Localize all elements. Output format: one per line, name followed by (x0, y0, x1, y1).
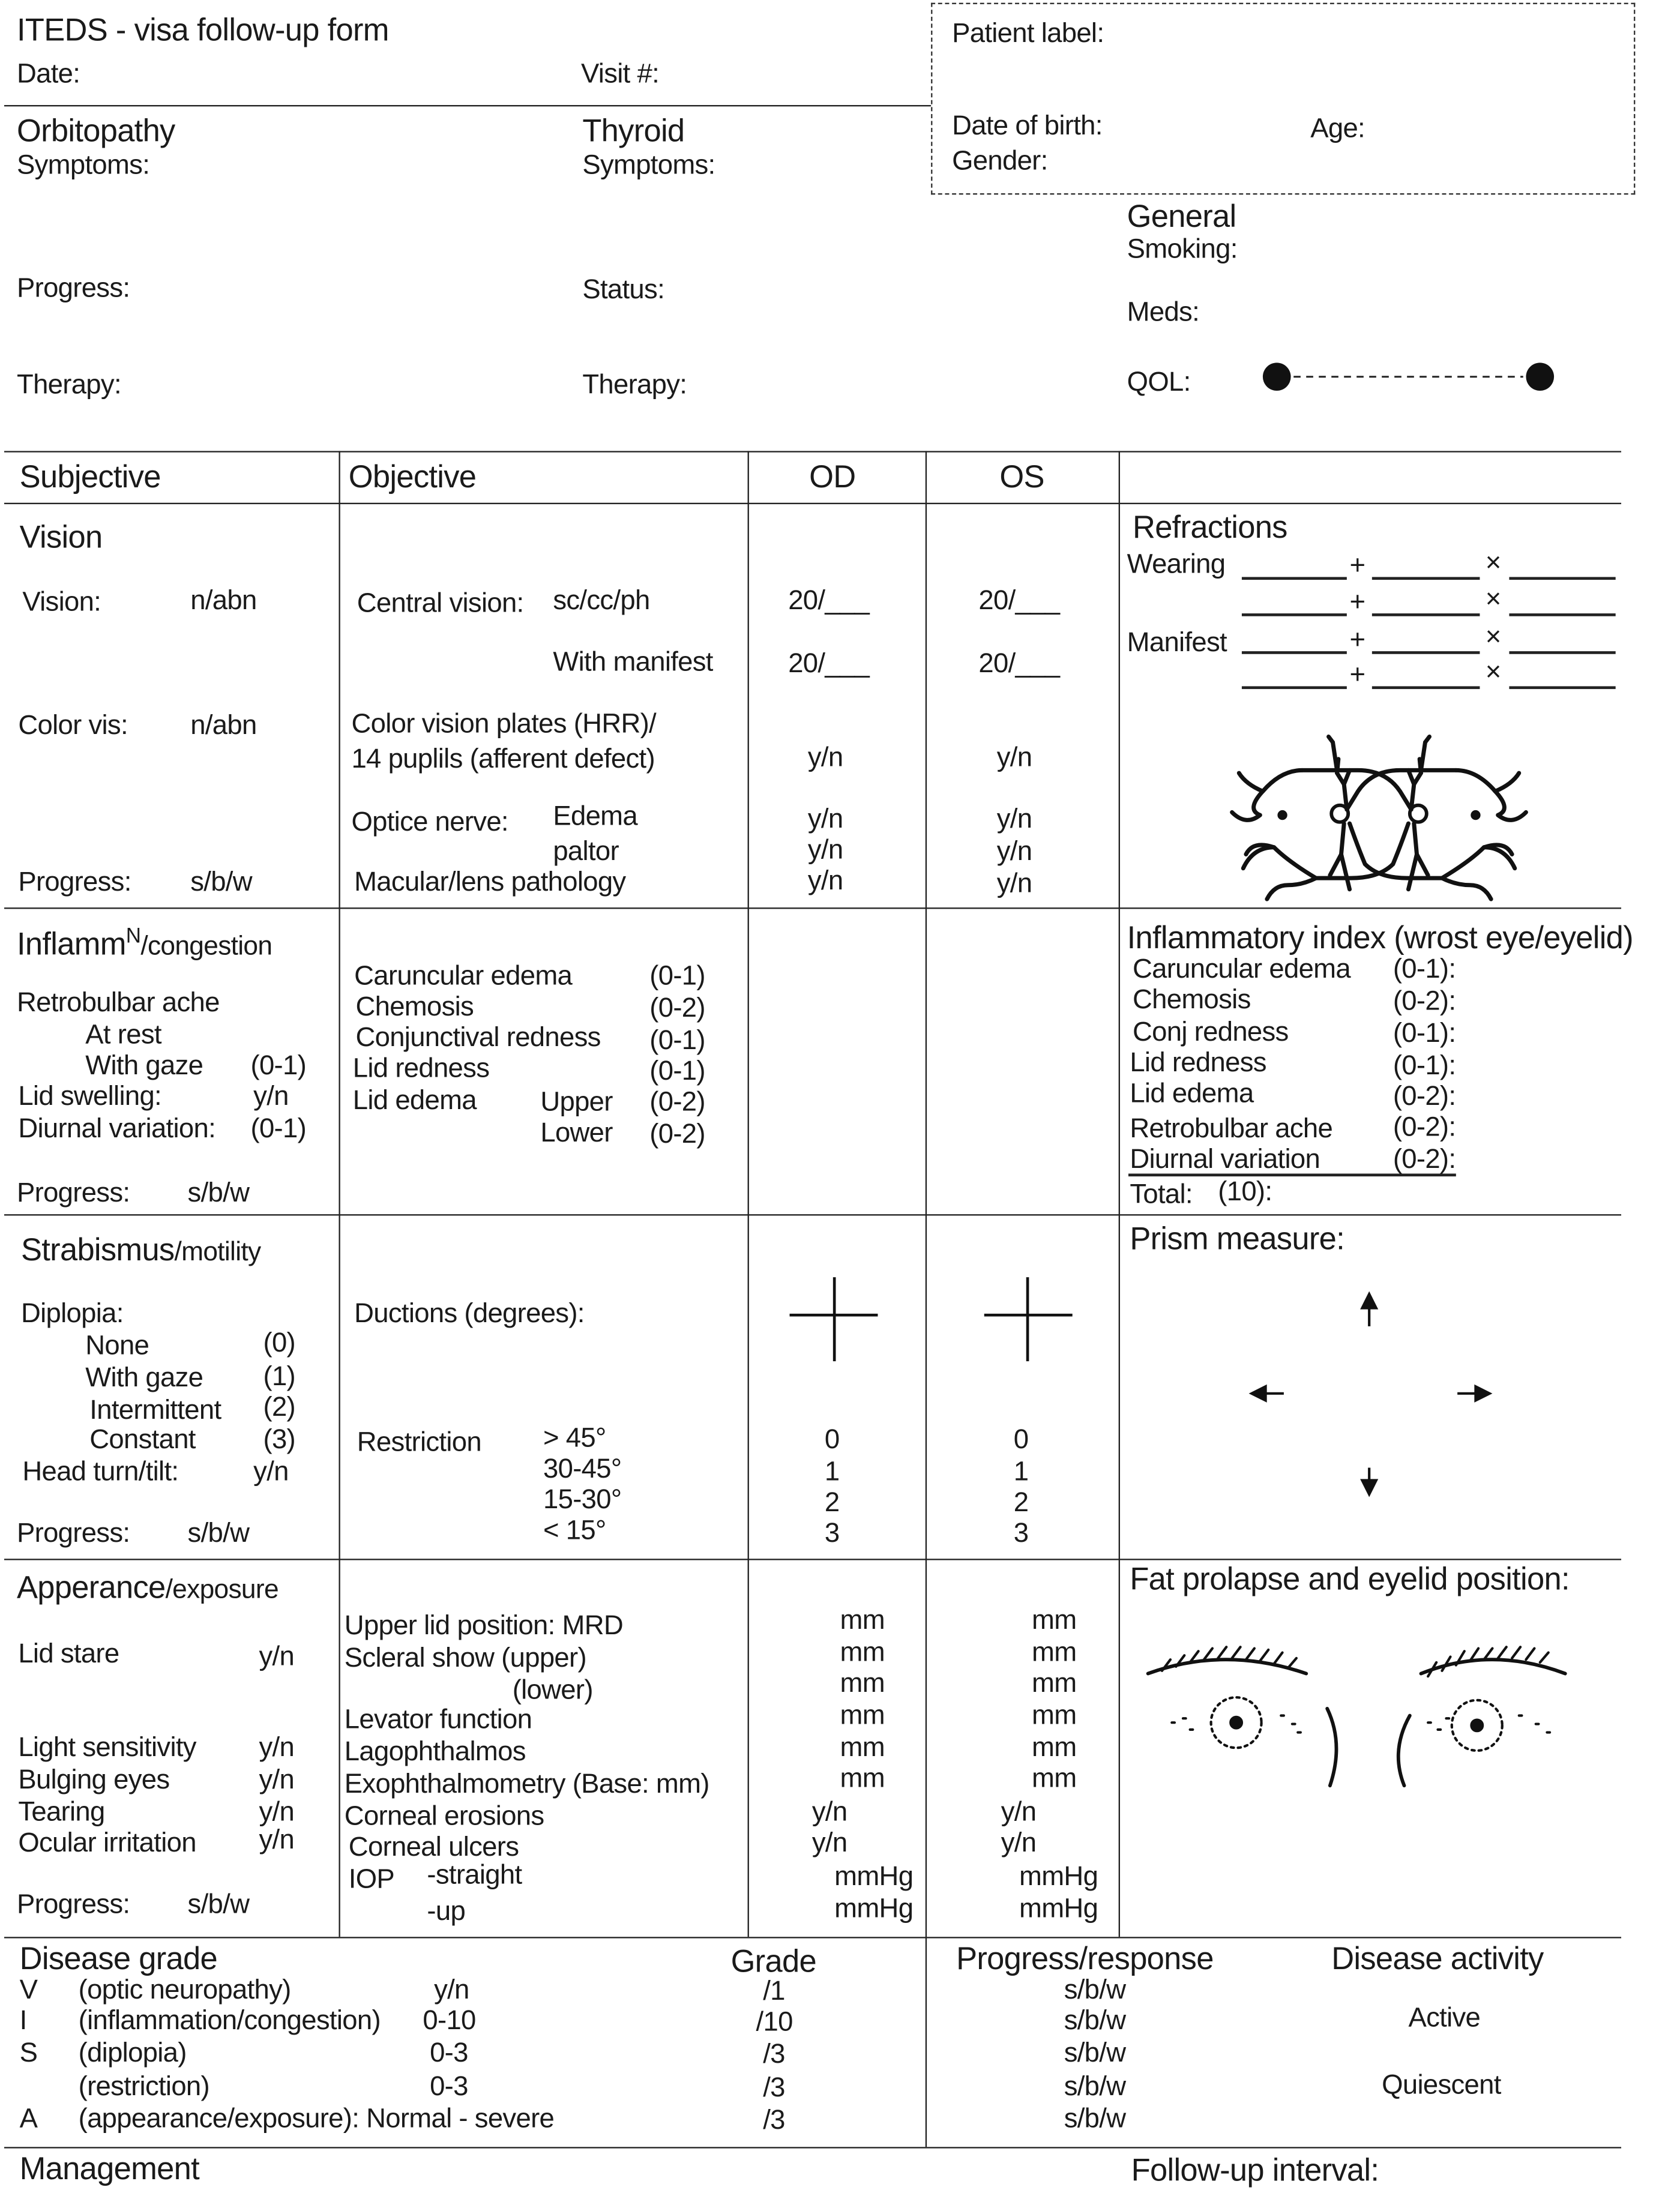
os-grade: 2 (1013, 1487, 1029, 1518)
od-yn: y/n (811, 1796, 848, 1828)
tearing-option: y/n (259, 1796, 295, 1828)
objective-scale: (0-1) (649, 1025, 705, 1056)
grade-range: 0-3 (430, 2071, 468, 2102)
quiescent-label: Quiescent (1382, 2069, 1501, 2101)
refraction-blank (1509, 651, 1615, 654)
grade-letter: A (19, 2103, 38, 2135)
subjective-header: Subjective (19, 459, 161, 495)
refractions-heading: Refractions (1132, 510, 1287, 545)
refraction-blank (1372, 577, 1480, 580)
refraction-blank (1242, 651, 1347, 654)
prism-heading: Prism measure: (1130, 1221, 1345, 1257)
od-mmhg: mmHg (834, 1893, 914, 1925)
divider (4, 1559, 1621, 1560)
os-mm: mm (1032, 1605, 1077, 1636)
at-rest-label: At rest (85, 1019, 161, 1051)
os-mm: mm (1032, 1763, 1077, 1794)
fat-prolapse-heading: Fat prolapse and eyelid position: (1130, 1561, 1570, 1597)
lid-swelling-option: y/n (253, 1081, 289, 1112)
bulging-eyes-option: y/n (259, 1764, 295, 1796)
objective-sign: Lid edema (352, 1085, 477, 1116)
os-header: OS (999, 459, 1044, 495)
plus-sign: + (1349, 624, 1365, 656)
central-vision-label: Central vision: (357, 588, 524, 619)
od-yn: y/n (807, 834, 843, 866)
arrow-up-icon (1362, 1294, 1376, 1326)
with-gaze-label: With gaze (85, 1050, 203, 1081)
grade-max: /3 (763, 2105, 785, 2136)
total-scale: (10): (1218, 1176, 1272, 1208)
color-vis-label: Color vis: (18, 710, 128, 741)
objective-sign: Conjunctival redness (355, 1022, 601, 1053)
grade-description: (appearance/exposure): Normal - severe (78, 2103, 555, 2135)
smoking-label: Smoking: (1127, 233, 1238, 265)
ocular-irritation-option: y/n (259, 1824, 295, 1856)
appearance-progress-label: Progress: (16, 1889, 130, 1921)
grade-max: /3 (763, 2072, 785, 2104)
vision-progress-label: Progress: (18, 867, 131, 898)
axis-sign: × (1485, 657, 1501, 688)
od-acuity-manifest: 20/___ (788, 648, 870, 679)
dob-label: Date of birth: (952, 110, 1103, 142)
od-yn: y/n (807, 865, 843, 897)
color-plates-label: Color vision plates (HRR)/ (351, 708, 656, 740)
strabismus-title-rest: /motility (174, 1238, 261, 1268)
index-row-label: Lid edema (1130, 1078, 1254, 1110)
with-gaze-scale: (0-1) (250, 1050, 307, 1081)
refraction-blank (1509, 686, 1615, 689)
os-yn: y/n (996, 742, 1032, 774)
diurnal-variation-label: Diurnal variation: (18, 1113, 216, 1145)
appearance-objective: Upper lid position: MRD (344, 1610, 623, 1641)
restriction-range: < 15° (543, 1515, 606, 1547)
progress-response-header: Progress/response (956, 1941, 1214, 1976)
prism-arrows (1246, 1289, 1498, 1499)
index-row-label: Chemosis (1132, 984, 1251, 1015)
inflammation-progress-option: s/b/w (187, 1178, 250, 1209)
divider (1119, 451, 1120, 1937)
os-grade: 3 (1013, 1518, 1029, 1549)
orbitopathy-therapy: Therapy: (16, 370, 121, 401)
refraction-blank (1242, 613, 1347, 616)
vision-progress-option: s/b/w (190, 867, 252, 898)
refraction-blank (1242, 577, 1347, 580)
diurnal-variation-scale: (0-1) (250, 1113, 307, 1145)
os-yn: y/n (996, 804, 1032, 835)
thyroid-heading: Thyroid (582, 113, 685, 149)
od-mm: mm (840, 1668, 885, 1699)
divider (4, 451, 1621, 452)
os-mm: mm (1032, 1637, 1077, 1668)
os-yn: y/n (996, 868, 1032, 900)
index-row-label: Diurnal variation (1130, 1144, 1320, 1175)
thyroid-status: Status: (582, 274, 665, 305)
orbitopathy-symptoms: Symptoms: (16, 149, 150, 181)
appearance-heading (17, 1570, 278, 1609)
grade-progress: s/b/w (1064, 2038, 1126, 2069)
iop-up-label: -up (427, 1896, 466, 1927)
date-label: Date: (16, 59, 80, 90)
grade-description: (restriction) (78, 2071, 210, 2102)
od-mm: mm (840, 1700, 885, 1731)
appearance-title-main: Apperance (16, 1569, 166, 1605)
index-row-label: Caruncular edema (1132, 954, 1350, 985)
with-manifest-label: With manifest (553, 647, 713, 678)
refraction-blank (1372, 686, 1480, 689)
diplopia-level: With gaze (85, 1362, 203, 1394)
inflammation-title-main: Inflamm (16, 926, 126, 961)
diplopia-level: None (85, 1330, 149, 1362)
iop-straight-label: -straight (427, 1859, 522, 1891)
od-mm: mm (840, 1732, 885, 1763)
restriction-label: Restriction (357, 1427, 481, 1458)
patient-label: Patient label: (952, 18, 1104, 49)
follow-up-interval-label: Follow-up interval: (1131, 2152, 1379, 2188)
os-mmhg: mmHg (1019, 1893, 1098, 1925)
optic-nerve-label: Optice nerve: (351, 807, 508, 838)
index-row-scale: (0-1): (1392, 1050, 1456, 1081)
head-turn-option: y/n (253, 1456, 289, 1488)
lid-stare-option: y/n (259, 1641, 295, 1673)
index-row-scale: (0-1): (1392, 1018, 1456, 1049)
index-row-scale: (0-2): (1392, 985, 1456, 1017)
inflammation-heading (17, 919, 272, 966)
grade-progress: s/b/w (1064, 2005, 1126, 2036)
vision-heading: Vision (19, 519, 103, 555)
retrobulbar-ache-label: Retrobulbar ache (16, 987, 220, 1018)
grade-letter: I (19, 2005, 27, 2036)
divider (926, 451, 927, 2147)
general-heading: General (1127, 199, 1236, 234)
od-mm: mm (840, 1605, 885, 1636)
od-ductions-cross-icon (784, 1274, 882, 1364)
arrow-left-icon (1251, 1386, 1284, 1400)
od-grade: 2 (824, 1487, 840, 1518)
gender-label: Gender: (952, 145, 1048, 177)
strabismus-heading (21, 1232, 260, 1271)
ductions-label: Ductions (degrees): (354, 1298, 585, 1329)
objective-header: Objective (348, 459, 477, 495)
os-yn: y/n (1001, 1796, 1037, 1828)
divider (748, 451, 749, 1937)
diplopia-score: (3) (263, 1424, 296, 1455)
vision-label: Vision: (22, 586, 101, 618)
appearance-objective: Corneal erosions (344, 1800, 544, 1832)
light-sensitivity-label: Light sensitivity (18, 1732, 196, 1763)
objective-sub: Lower (540, 1118, 613, 1149)
plus-sign: + (1349, 550, 1365, 582)
index-row-label: Conj redness (1132, 1017, 1289, 1048)
diplopia-level: Intermittent (89, 1395, 221, 1426)
divider (4, 503, 1621, 504)
active-label: Active (1408, 2002, 1481, 2034)
diplopia-score: (2) (263, 1392, 296, 1423)
axis-sign: × (1485, 622, 1501, 653)
axis-sign: × (1485, 584, 1501, 615)
divider (4, 1937, 1621, 1938)
objective-scale: (0-2) (649, 993, 705, 1024)
objective-scale: (0-2) (649, 1086, 705, 1118)
management-label: Management (19, 2151, 200, 2186)
grade-max: /3 (763, 2039, 785, 2070)
os-grade: 1 (1013, 1456, 1029, 1488)
head-turn-label: Head turn/tilt: (22, 1456, 179, 1488)
manifest-label: Manifest (1127, 627, 1227, 658)
divider (339, 451, 340, 1937)
appearance-objective: Scleral show (upper) (344, 1643, 586, 1674)
grade-letter: V (19, 1975, 38, 2006)
os-yn: y/n (1001, 1827, 1037, 1859)
divider (4, 907, 1621, 909)
central-vision-option: sc/cc/ph (553, 585, 650, 616)
inflammation-title-rest: /congestion (140, 931, 272, 961)
od-yn: y/n (811, 1827, 848, 1859)
index-row-label: Retrobulbar ache (1130, 1113, 1333, 1145)
age-label: Age: (1310, 113, 1365, 145)
objective-sign: Caruncular edema (354, 960, 573, 992)
total-underline (1128, 1173, 1456, 1176)
grade-max: /1 (763, 1976, 785, 2007)
divider (4, 1214, 1621, 1215)
grade-letter: S (19, 2038, 38, 2069)
index-row-label: Lid redness (1130, 1047, 1266, 1078)
index-row-scale: (0-2): (1392, 1144, 1456, 1175)
arrow-right-icon (1457, 1386, 1490, 1400)
grade-progress: s/b/w (1064, 1975, 1126, 2006)
diplopia-score: (0) (263, 1328, 296, 1359)
os-acuity-manifest: 20/___ (978, 648, 1060, 679)
od-mm: mm (840, 1637, 885, 1668)
od-acuity: 20/___ (788, 585, 870, 616)
appearance-objective: Lagophthalmos (344, 1736, 526, 1767)
divider (4, 105, 931, 106)
objective-scale: (0-1) (649, 1056, 705, 1087)
visit-label: Visit #: (580, 59, 660, 90)
os-yn: y/n (996, 836, 1032, 867)
os-mm: mm (1032, 1668, 1077, 1699)
refraction-blank (1509, 613, 1615, 616)
od-yn: y/n (807, 742, 843, 774)
color-vis-option: n/abn (190, 710, 257, 741)
plus-sign: + (1349, 660, 1365, 691)
os-grade: 0 (1013, 1424, 1029, 1455)
strabismus-progress-label: Progress: (16, 1518, 130, 1549)
vision-option: n/abn (190, 585, 257, 616)
diplopia-label: Diplopia: (20, 1298, 124, 1329)
iop-label: IOP (348, 1864, 395, 1895)
tearing-label: Tearing (18, 1796, 105, 1828)
paltor-label: paltor (553, 836, 619, 867)
disease-grade-heading: Disease grade (19, 1941, 217, 1976)
grade-range: 0-3 (430, 2038, 468, 2069)
grade-description: (diplopia) (78, 2038, 187, 2069)
bulging-eyes-label: Bulging eyes (18, 1764, 170, 1796)
diplopia-level: Constant (89, 1424, 196, 1455)
os-acuity: 20/___ (978, 585, 1060, 616)
grade-range: y/n (434, 1975, 469, 2006)
ocular-irritation-label: Ocular irritation (18, 1827, 196, 1859)
thyroid-symptoms: Symptoms: (582, 149, 715, 181)
os-mmhg: mmHg (1019, 1861, 1098, 1892)
strabismus-progress-option: s/b/w (187, 1518, 250, 1549)
inflammation-progress-label: Progress: (16, 1178, 130, 1209)
objective-sign: Chemosis (355, 991, 474, 1023)
fundus-diagram-icon (1204, 728, 1554, 903)
axis-sign: × (1485, 547, 1501, 579)
qol-label: QOL: (1127, 367, 1191, 398)
od-grade: 1 (824, 1456, 840, 1488)
grade-progress: s/b/w (1064, 2103, 1126, 2135)
macular-label: Macular/lens pathology (354, 867, 626, 898)
od-grade: 0 (824, 1424, 840, 1455)
refraction-blank (1372, 613, 1480, 616)
lid-swelling-label: Lid swelling: (18, 1081, 162, 1112)
od-yn: y/n (807, 804, 843, 835)
meds-label: Meds: (1127, 296, 1200, 328)
pupils-label: 14 puplils (afferent defect) (351, 744, 655, 775)
objective-scale: (0-1) (649, 960, 705, 992)
grade-description: (inflammation/congestion) (78, 2005, 381, 2036)
os-mm: mm (1032, 1732, 1077, 1763)
diplopia-score: (1) (263, 1361, 296, 1392)
od-grade: 3 (824, 1518, 840, 1549)
light-sensitivity-option: y/n (259, 1732, 295, 1763)
disease-activity-header: Disease activity (1331, 1941, 1544, 1976)
form-title: ITEDS - visa follow-up form (16, 13, 389, 48)
grade-range: 0-10 (423, 2005, 476, 2036)
objective-sub: Upper (540, 1086, 613, 1118)
restriction-range: 30-45° (543, 1454, 622, 1485)
plus-sign: + (1349, 586, 1365, 618)
grade-description: (optic neuropathy) (78, 1975, 291, 2006)
total-label: Total: (1130, 1179, 1193, 1211)
appearance-objective: Levator function (344, 1704, 532, 1736)
thyroid-therapy: Therapy: (582, 370, 687, 401)
index-row-scale: (0-2): (1392, 1112, 1456, 1143)
restriction-range: > 45° (543, 1422, 606, 1454)
grade-max: /10 (756, 2006, 793, 2038)
appearance-objective: (lower) (512, 1674, 593, 1706)
os-mm: mm (1032, 1700, 1077, 1731)
os-ductions-cross-icon (980, 1274, 1078, 1364)
appearance-title-rest: /exposure (165, 1575, 278, 1605)
qol-scale (1260, 361, 1556, 395)
index-row-scale: (0-1): (1392, 954, 1456, 985)
refraction-blank (1372, 651, 1480, 654)
od-mmhg: mmHg (834, 1861, 914, 1892)
orbitopathy-heading: Orbitopathy (16, 113, 175, 149)
appearance-progress-option: s/b/w (187, 1889, 250, 1921)
lid-stare-label: Lid stare (18, 1638, 119, 1670)
grade-column-header: Grade (730, 1943, 816, 1979)
refraction-blank (1509, 577, 1615, 580)
edema-label: Edema (553, 801, 637, 832)
eyelid-diagram-icon (1141, 1646, 1568, 1800)
appearance-objective: Exophthalmometry (Base: mm) (344, 1769, 709, 1800)
od-mm: mm (840, 1763, 885, 1794)
inflammatory-index-heading: Inflammatory index (wrost eye/eyelid) (1127, 920, 1633, 955)
refraction-blank (1242, 686, 1347, 689)
objective-sign: Lid redness (352, 1053, 490, 1084)
objective-scale: (0-2) (649, 1119, 705, 1150)
inflammation-title-sup: N (125, 924, 141, 948)
divider (4, 2147, 1621, 2148)
wearing-label: Wearing (1127, 549, 1226, 580)
grade-progress: s/b/w (1064, 2071, 1126, 2102)
index-row-scale: (0-2): (1392, 1081, 1456, 1112)
orbitopathy-progress: Progress: (16, 273, 130, 304)
strabismus-title-main: Strabismus (20, 1232, 175, 1268)
arrow-down-icon (1362, 1468, 1376, 1494)
appearance-objective: Corneal ulcers (348, 1832, 519, 1863)
restriction-range: 15-30° (543, 1484, 622, 1515)
od-header: OD (809, 459, 856, 495)
